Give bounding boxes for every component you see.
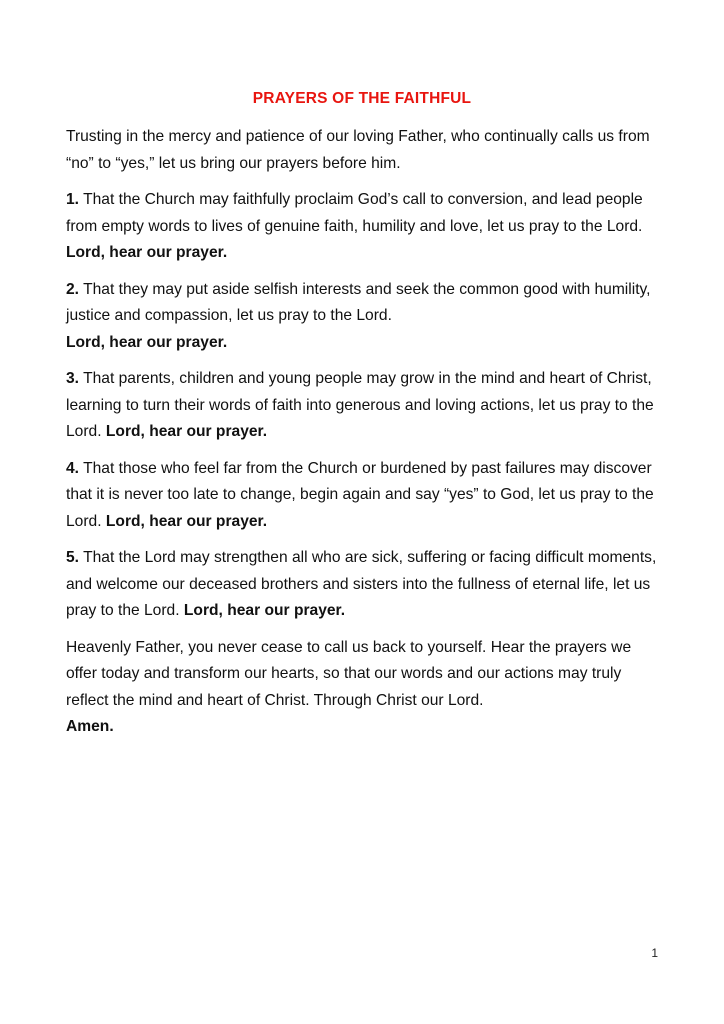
prayer-item-2 <box>66 277 666 357</box>
prayer-response: Lord, hear our prayer. <box>66 244 228 261</box>
prayer-item-5 <box>66 545 666 625</box>
prayer-text: That the Church may faithfully proclaim God’s call to conversion, and lead people from empty words to lives of genuine faith, humility and love, let us pray to the Lord. <box>66 191 643 235</box>
prayer-item-4 <box>66 456 666 536</box>
prayer-text: That they may put aside selfish interests and seek the common good with humility, justice and compassion, let us pray to the Lord. <box>66 280 651 324</box>
prayer-number: 1. <box>66 191 80 208</box>
prayer-number: 5. <box>66 549 80 566</box>
document-body <box>66 124 666 751</box>
prayer-item-1 <box>66 187 666 267</box>
prayer-response: Lord, hear our prayer. <box>105 423 268 440</box>
page-number: 1 <box>651 946 658 960</box>
prayer-item-3 <box>66 366 666 446</box>
prayer-text: That parents, children and young people may grow in the mind and heart of Christ, learning to turn their words of faith into generous and loving actions, let us pray to the Lord. <box>66 370 654 440</box>
prayer-text: That the Lord may strengthen all who are sick, suffering or facing difficult moments, and welcome our deceased brothers and sisters into the fullness of eternal life, let us pray to the Lord. <box>66 549 657 619</box>
prayer-text: That those who feel far from the Church or burdened by past failures may discover that it is never too late to change, begin again and say “yes” to God, let us pray to the Lord. <box>66 459 654 530</box>
prayer-number: 4. <box>66 459 80 477</box>
closing-prayer <box>66 635 666 741</box>
prayer-response: Lord, hear our prayer. <box>66 333 228 351</box>
prayer-response: Lord, hear our prayer. <box>105 512 268 530</box>
prayer-number: 2. <box>66 280 80 298</box>
prayer-number: 3. <box>66 370 80 387</box>
closing-text: Heavenly Father, you never cease to call us back to yourself. Hear the prayers we offer today and transform our hearts, so that our words and our actions may truly reflect the mind and heart of Christ. Through Christ our Lord. <box>66 638 632 709</box>
amen-text: Amen. <box>66 718 114 735</box>
prayer-response: Lord, hear our prayer. <box>183 602 346 619</box>
page-title: PRAYERS OF THE FAITHFUL <box>252 90 472 107</box>
intro-paragraph: Trusting in the mercy and patience of our loving Father, who continually calls us from “no” to “yes,” let us bring our prayers before him. <box>66 128 650 172</box>
